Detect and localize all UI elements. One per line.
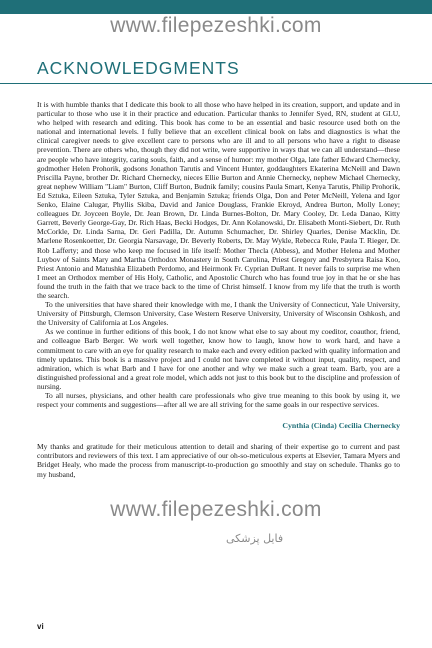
header-band bbox=[0, 0, 432, 14]
paragraph-thanks: My thanks and gratitude for their meticulous attention to detail and sharing of their expertise go to current and past contributors and reviewers of this text. I am appreciative of our oh-so-meticulous experts at Elsevier, Tamara Myers and Bridget Healy, who made the process from manuscript-to-production go smoothly and stay on schedule. Thanks go to my husband, bbox=[37, 442, 400, 479]
signature: Cynthia (Cinda) Cecilia Chernecky bbox=[282, 421, 400, 431]
paragraph-coeditor: As we continue in further editions of this book, I do not know what else to say about my coeditor, coauthor, friend, and colleague Barb Berger. We work well together, know how to laugh, know how to work hard, and have a commitment to care with an eye for quality research to make each and every edition packed with quality information and timely updates. This book is a massive project and I could not have completed it without input, quality, respect, and admiration, which is what Barb and I have for one another and why we make such a great team. Barb, you are a distinguished professional and a great role model, which adds not just to this book but to the discipline and profession of nursing. bbox=[37, 327, 400, 391]
paragraph-dedication: It is with humble thanks that I dedicate this book to all those who have helped in its creation, support, and update and in particular to those who use it in their practice and education. Particular thanks to Jennifer Syed, RN, student at GLU, who helped with research and editing. This book has come to be an essential and basic resource used both on the national and international levels. I fully believe that an excellent clinical book on labs and diagnostics is what the clinical caregiver needs to give excellent care to persons who are ill and to all persons who have a right to disease prevention. There are others who, though they did not write, were supportive in ways that we can all understand—these are people who have integrity, caring souls, faith, and a sense of humor: my mother Olga, late father Edward Chernecky, godmother Helen Prohorik, godsons Jonathon Tarutis and Vincent Hunter, goddaughters Ekaterina McNeill and Dawn Priscilla Payne, brother Dr. Richard Chernecky, nieces Ellie Burton and Annie Chernecky, nephew Michael Chernecky, great nephew William "Liam" Burton, Cliff Burton, Budnik family; cousins Paula Smart, Kenya Tarutis, Philip Prohorik, Ed Sztuka, Eileen Sztuka, Tyler Sztuka, and Benjamin Sztuka; friends Olga, Don and Peter McNeill, Yelena and Igor Senko, Elaine Calugar, Phyllis Skiba, David and Janice Douglass, Frankie Ekroyd, Andrea Burton, Molly Loney; colleagues Dr. Joyceen Boyle, Dr. Jean Brown, Dr. Linda Burnes-Bolton, Dr. Mary Cooley, Dr. Leda Danao, Kitty Garrett, Beverly George-Gay, Dr. Rich Haas, Becki Hodges, Dr. Ann Kolanowski, Dr. Elisabeth Monti-Siebert, Dr. Ruth McCorkle, Dr. Linda Sarna, Dr. Geri Padilla, Dr. Autumn Schumacher, Dr. Shirley Quarles, Denise Macklin, Dr. Marlene Rosenkoetter, Dr. Georgia Narsavage, Dr. Beverly Roberts, Dr. May Wykle, Rebecca Rule, Paula T. Rieger, Dr. Rob Lafferty; and those who keep me focused in life itself: Mother Thecla (Abbess), and Mother Helena and Mother Luybov of Saints Mary and Martha Orthodox Monastery in South Carolina, Priest Gregory and Presbytera Raisa Koo, Priest Antonio and Matushka Elizabeth Perdomo, and Heirmonk Fr. Cyprian DuRant. It never fails to surprise me when I meet an Orthodox member of His Holy, Catholic, and Apostolic Church who has found true joy in that he or she has found the truth in the faith that we trace back to the time of Christ himself. I know from my life that the truth is worth the search. bbox=[37, 100, 400, 300]
watermark-logo: فایل پزشکی bbox=[226, 532, 284, 545]
watermark-url-top: www.filepezeshki.com bbox=[110, 14, 322, 37]
page-number: vi bbox=[37, 622, 44, 631]
paragraph-professionals: To all nurses, physicians, and other health care professionals who give true meaning to this book by using it, we respect your comments and suggestions—after all we are all striving for the same goals in our respective services. bbox=[37, 391, 400, 410]
paragraph-universities: To the universities that have shared their knowledge with me, I thank the University of Connecticut, Yale University, University of Pittsburgh, Clemson University, Case Western Reserve University, University of Wisconsin Oshkosh, and the University of California at Los Angeles. bbox=[37, 300, 400, 328]
acknowledgments-body bbox=[37, 100, 400, 479]
watermark-url-bottom: www.filepezeshki.com bbox=[110, 498, 322, 521]
title-rule bbox=[0, 83, 432, 84]
page-title: ACKNOWLEDGMENTS bbox=[37, 58, 240, 78]
